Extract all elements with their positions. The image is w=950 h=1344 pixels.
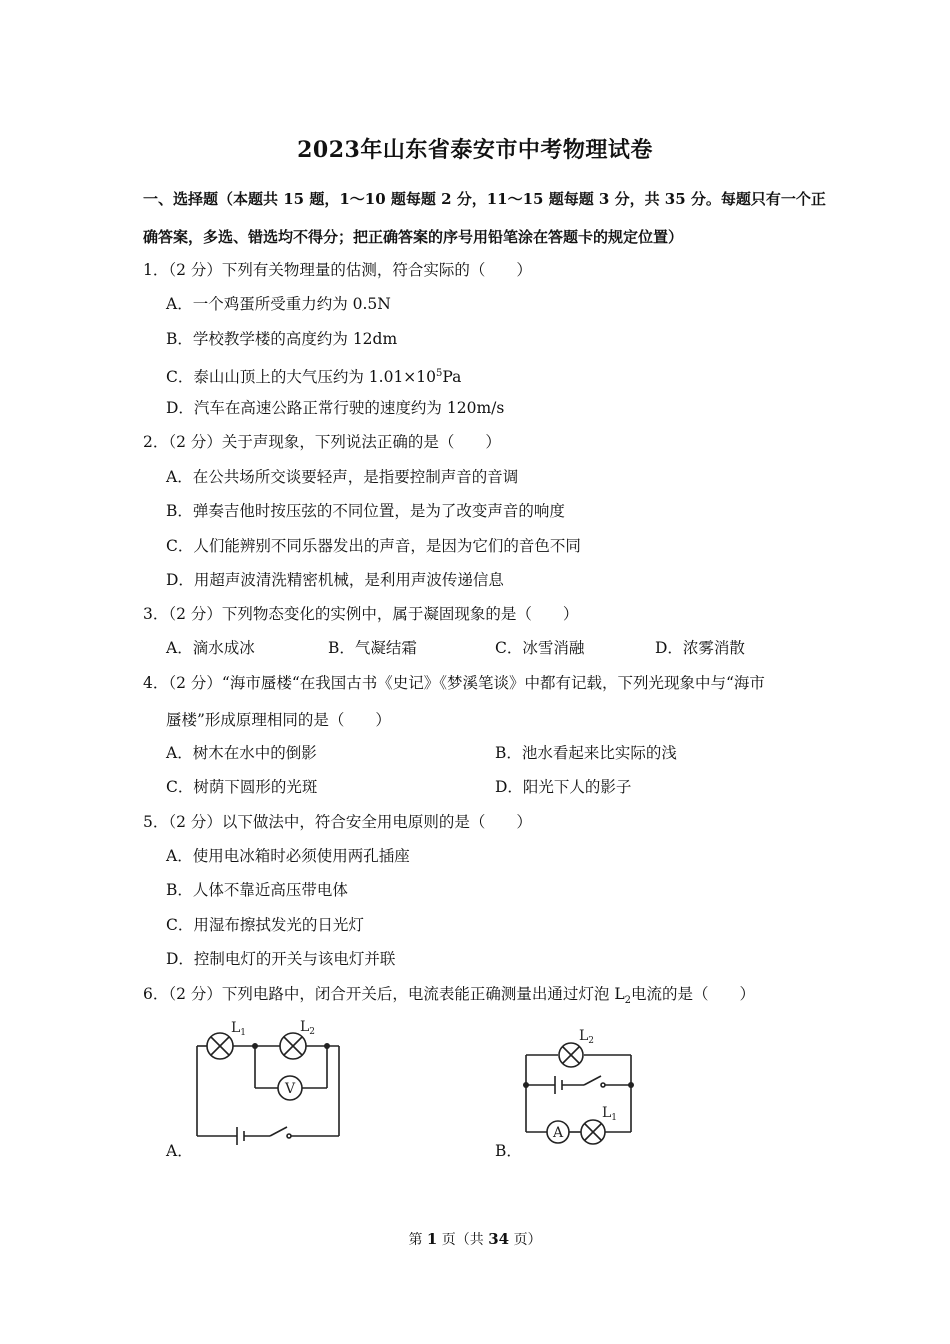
lamp-l2-icon: [280, 1033, 306, 1059]
circuit-b-l1-label: $L_1$: [602, 1105, 618, 1123]
q1-option-c: [166, 364, 461, 387]
q2-option-c: C．人们能辨别不同乐器发出的声音，是因为它们的音色不同: [166, 537, 581, 555]
q2-option-d: D．用超声波清洗精密机械，是利用声波传递信息: [166, 571, 504, 589]
switch-blade: [584, 1076, 601, 1085]
q4-option-a: A．树木在水中的倒影: [166, 744, 317, 762]
svg-text:V: V: [284, 1081, 296, 1097]
section-heading-line1: 一、选择题（本题共 15 题，1～10 题每题 2 分，11～15 题每题 3 分，共 35 分。每题只有一个正: [143, 190, 826, 208]
q6-stem-text: 6．（2 分）下列电路中，闭合开关后，电流表能正确测量出通过灯泡 L: [143, 985, 625, 1003]
footer-middle: 页（共: [441, 1232, 484, 1248]
footer-suffix: 页）: [513, 1232, 542, 1248]
q4-stem-line2: 蜃楼”形成原理相同的是（ ）: [166, 711, 391, 729]
ammeter-icon: [547, 1121, 569, 1143]
q4-option-d: D．阳光下人的影子: [495, 778, 632, 796]
page-footer: [0, 1229, 950, 1249]
q3-option-c: C．冰雪消融: [495, 639, 585, 657]
lamp-l1-icon: [207, 1033, 233, 1059]
lamp-l2-icon: [559, 1043, 583, 1067]
q2-option-b: B．弹奏吉他时按压弦的不同位置，是为了改变声音的响度: [166, 502, 565, 520]
circuit-a-l1-label: $L_1$: [231, 1020, 247, 1038]
q5-option-a: A．使用电冰箱时必须使用两孔插座: [166, 847, 410, 865]
q6-stem-end: 电流的是（ ）: [631, 985, 756, 1003]
q6-option-a-label: A．: [166, 1142, 193, 1160]
q5-option-b: B．人体不靠近高压带电体: [166, 881, 348, 899]
q1-option-c-unit: Pa: [442, 368, 462, 387]
exam-title: 2023年山东省泰安市中考物理试卷: [297, 137, 653, 163]
q1-option-d: D．汽车在高速公路正常行驶的速度约为 120m/s: [166, 399, 505, 417]
q2-option-a: A．在公共场所交谈要轻声，是指要控制声音的音调: [166, 468, 519, 486]
lamp-l1-icon: [581, 1120, 605, 1144]
q1-stem: 1．（2 分）下列有关物理量的估测，符合实际的（ ）: [143, 261, 532, 279]
q4-stem-line1: 4．（2 分）“海市蜃楼“在我国古书《史记》《梦溪笔谈》中都有记载，下列光现象中与“海市: [143, 674, 765, 692]
footer-prefix: 第: [408, 1232, 423, 1248]
q5-stem: 5．（2 分）以下做法中，符合安全用电原则的是（ ）: [143, 813, 532, 831]
svg-text:A: A: [552, 1125, 564, 1141]
circuit-b-l2-label: $L_2$: [579, 1028, 595, 1046]
total-page-count: 34: [488, 1230, 510, 1248]
q1-option-c-text: C．泰山山顶上的大气压约为 1.01×10: [166, 368, 437, 387]
q3-option-a: A．滴水成冰: [166, 639, 255, 657]
q6-stem-subscript: 2: [624, 995, 631, 1007]
q1-option-c-exponent: 5: [436, 368, 443, 379]
current-page-number: 1: [426, 1230, 438, 1248]
q4-option-c: C．树荫下圆形的光斑: [166, 778, 318, 796]
circuit-a-l2-label: $L_2$: [300, 1019, 316, 1037]
q1-option-a: A．一个鸡蛋所受重力约为 0.5N: [166, 295, 391, 313]
q3-option-b: B．气凝结霜: [328, 639, 417, 657]
q2-stem: 2．（2 分）关于声现象，下列说法正确的是（ ）: [143, 433, 501, 451]
q6-option-b-label: B．: [495, 1142, 522, 1160]
circuit-diagram-b: [515, 1022, 645, 1152]
q6-stem: [143, 984, 755, 1011]
q5-option-d: D．控制电灯的开关与该电灯并联: [166, 950, 396, 968]
q3-option-d: D．浓雾消散: [655, 639, 745, 657]
q4-option-b: B．池水看起来比实际的浅: [495, 744, 677, 762]
q5-option-c: C．用湿布擦拭发光的日光灯: [166, 916, 364, 934]
q3-stem: 3．（2 分）下列物态变化的实例中，属于凝固现象的是（ ）: [143, 605, 579, 623]
section-heading-line2: 确答案，多选、错选均不得分；把正确答案的序号用铅笔涂在答题卡的规定位置）: [143, 228, 684, 246]
voltmeter-icon: [278, 1076, 302, 1100]
switch-blade: [270, 1127, 287, 1136]
q1-option-b: B．学校教学楼的高度约为 12dm: [166, 330, 398, 348]
circuit-diagram-a: [185, 1015, 355, 1145]
